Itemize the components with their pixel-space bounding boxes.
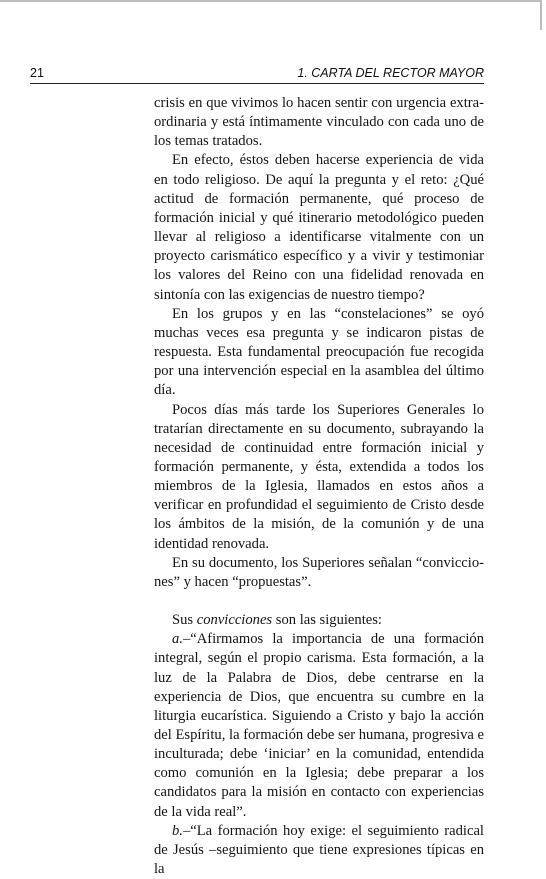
intro-before: Sus — [172, 612, 197, 629]
page-header — [30, 66, 484, 84]
section-gap — [154, 592, 484, 611]
intro-after: son las siguientes: — [272, 612, 382, 629]
item-marker: b. — [172, 822, 183, 839]
running-title: 1. CARTA DEL RECTOR MAYOR — [297, 66, 484, 80]
item-marker: a. — [172, 631, 183, 648]
paragraph: Pocos días más tarde los Superiores Generales lo tratarían directamente en su documento, subrayando la necesidad de continuidad entre formación inicial y formación permanente, y ésta, extendida a todos los miembros de la Iglesia, llamados en estos años a verificar en profundidad el seguimiento de Cristo desde los ámbitos de la misión, de la comunión y de una identidad renovada. — [154, 401, 484, 552]
right-border-line — [540, 0, 542, 30]
paragraph: En los grupos y en las “constelaciones” se oyó muchas veces esa pregunta y se indicaron pistas de respuesta. Esta fundamental preocupación fue recogida por una intervención especial en la asamblea del último día. — [154, 305, 484, 399]
top-border-line — [0, 0, 540, 2]
item-text: –“La formación hoy exige: el seguimiento radical de Jesús –seguimiento que tiene expresiones típicas en la — [154, 822, 484, 878]
convictions-intro — [154, 611, 484, 630]
page-body — [154, 94, 484, 879]
conviction-item-b — [154, 822, 484, 879]
header-rule — [30, 83, 484, 84]
intro-emphasis: convicciones — [196, 612, 273, 629]
paragraph: crisis en que vivimos lo hacen sentir con urgencia extraordinaria y está íntimamente vinculado con cada uno de los temas tratados. — [154, 95, 484, 150]
conviction-item-a — [154, 630, 484, 822]
paragraph: En efecto, éstos deben hacerse experiencia de vida en todo religioso. De aquí la pregunta y el reto: ¿Qué actitud de formación permanente, qué proceso de formación inicial y qué itinerario metodológico pueden llevar al religioso a identificarse vitalmente con un proyecto carismático específico y a vivir y testimoniar los valores del Reino con una fidelidad renovada en sintonía con las exigencias de nuestro tiempo? — [154, 152, 484, 303]
item-text: –“Afirmamos la importancia de una formación integral, según el propio carisma. Esta formación, a la luz de la Palabra de Dios, debe centrarse en la experiencia de Dios, que encuentra su cumbre en la liturgia eucarística. Siguiendo a Cristo y bajo la acción del Espíritu, la formación debe ser humana, progresiva e inculturada; debe ‘iniciar’ en la comunidad, entendida como comunión en la Iglesia; debe preparar a los candidatos para la misión en contacto con experiencias de la vida real”. — [154, 631, 484, 820]
page-number: 21 — [30, 66, 44, 80]
paragraph: En su documento, los Superiores señalan “convicciones” y hacen “propuestas”. — [154, 554, 484, 590]
